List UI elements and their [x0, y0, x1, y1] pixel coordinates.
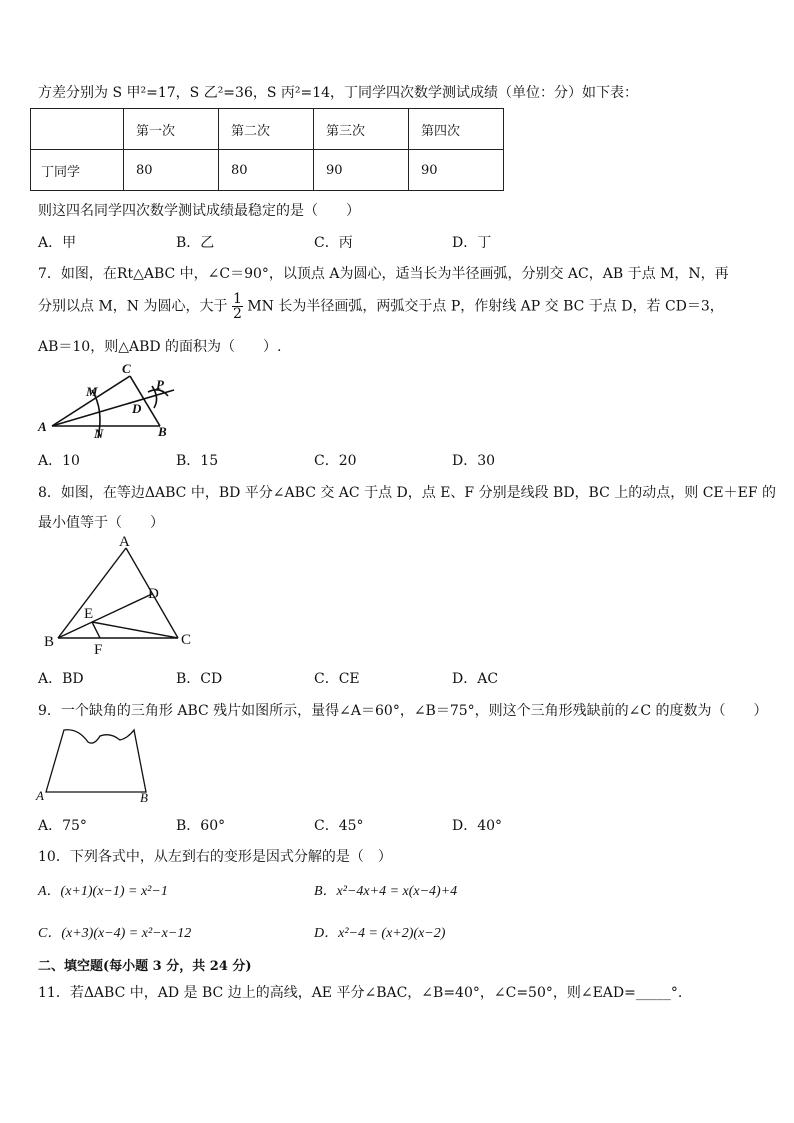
q10-line1: 10．下列各式中，从左到右的变形是因式分解的是（ ） [38, 849, 392, 865]
score-table [30, 108, 504, 191]
q11-line1: 11．若ΔABC 中，AD 是 BC 边上的高线，AE 平分∠BAC，∠B=40°，∠C=50°，则∠EAD=_____°. [38, 985, 683, 1001]
q7-line2b: MN 长为半径画弧，两弧交于点 P，作射线 AP 交 BC 于点 D，若 CD＝3， [247, 298, 724, 315]
q8-triangle-figure [40, 534, 200, 658]
q10-option-d: D．x²−4 = (x+2)(x−2) [314, 926, 446, 941]
table-cell: 丁同学 [31, 150, 124, 191]
table-cell: 80 [124, 150, 219, 191]
q9-option-b: B．60° [176, 818, 226, 834]
q9-option-a: A．75° [38, 818, 87, 834]
label-c: C [181, 632, 192, 648]
q6-option-a: A．甲 [38, 235, 77, 251]
q6-option-b: B．乙 [176, 235, 215, 251]
q6-option-d: D．丁 [452, 235, 492, 251]
label-a: A [36, 788, 44, 803]
q7-triangle-figure [36, 360, 186, 442]
q7-line3: AB＝10，则△ABD 的面积为（ ）. [38, 339, 282, 355]
q7-option-d: D．30 [452, 453, 496, 469]
q8-option-a: A．BD [38, 671, 84, 687]
table-header-cell: 第四次 [409, 109, 504, 150]
q7-option-b: B．15 [176, 453, 219, 469]
q9-option-c: C．45° [314, 818, 364, 834]
label-m: M [86, 384, 98, 399]
q9-broken-triangle-figure [34, 722, 158, 808]
q8-option-c: C．CE [314, 671, 360, 687]
q10-option-c: C．(x+3)(x−4) = x²−x−12 [38, 926, 192, 941]
label-b: B [140, 790, 148, 805]
q6-option-c: C．丙 [314, 235, 353, 251]
fraction-numerator: 1 [232, 291, 242, 307]
q7-line2a: 分别以点 M，N 为圆心，大于 [38, 298, 228, 315]
table-cell: 90 [409, 150, 504, 191]
segment-ef [92, 622, 100, 638]
table-header-cell: 第二次 [219, 109, 314, 150]
fragment-outline [46, 730, 146, 792]
label-p: P [156, 377, 164, 392]
table-cell: 80 [219, 150, 314, 191]
q9-line1: 9．一个缺角的三角形 ABC 残片如图所示，量得∠A＝60°，∠B＝75°，则这个三角形残缺前的∠C 的度数为（ ） [38, 703, 768, 719]
label-b: B [44, 634, 55, 650]
label-d: D [132, 401, 142, 416]
label-b: B [158, 424, 167, 439]
label-d: D [148, 586, 159, 602]
intro-line: 方差分别为 S 甲²=17，S 乙²=36，S 丙²=14，丁同学四次数学测试成绩（单位：分）如下表： [38, 85, 639, 101]
label-e: E [84, 606, 94, 622]
q10-option-a: A．(x+1)(x−1) = x²−1 [38, 884, 168, 899]
q7-line1: 7．如图，在Rt△ABC 中，∠C＝90°，以顶点 A为圆心，适当长为半径画弧，分别交 AC，AB 于点 M，N，再 [38, 266, 729, 282]
label-c: C [122, 361, 131, 376]
label-n: N [94, 426, 104, 441]
q7-line2 [38, 292, 724, 321]
table-header-row [31, 109, 504, 150]
segment-ec [92, 622, 178, 638]
q8-option-b: B．CD [176, 671, 223, 687]
side-ab [58, 548, 126, 638]
section-title: 二、填空题(每小题 3 分，共 24 分) [38, 959, 252, 974]
table-header-cell: 第一次 [124, 109, 219, 150]
q10-option-b: B．x²−4x+4 = x(x−4)+4 [314, 884, 458, 899]
q8-line1: 8．如图，在等边ΔABC 中，BD 平分∠ABC 交 AC 于点 D，点 E、F 分别是线段 BD，BC 上的动点，则 CE＋EF 的 [38, 485, 777, 501]
q8-option-d: D．AC [452, 671, 499, 687]
q7-option-c: C．20 [314, 453, 357, 469]
q8-line2: 最小值等于（ ） [38, 515, 164, 531]
label-f: F [94, 642, 103, 658]
label-a: A [38, 419, 47, 434]
fraction-denominator: 2 [232, 306, 242, 322]
table-cell: 90 [314, 150, 409, 191]
label-a: A [119, 534, 130, 550]
table-header-cell [31, 109, 124, 150]
segment-bd [58, 594, 152, 638]
fraction-half [232, 292, 243, 321]
q6-question: 则这四名同学四次数学测试成绩最稳定的是（ ） [38, 203, 360, 219]
q7-option-a: A．10 [38, 453, 80, 469]
q9-option-d: D．40° [452, 818, 503, 834]
table-row [31, 150, 504, 191]
table-header-cell: 第三次 [314, 109, 409, 150]
